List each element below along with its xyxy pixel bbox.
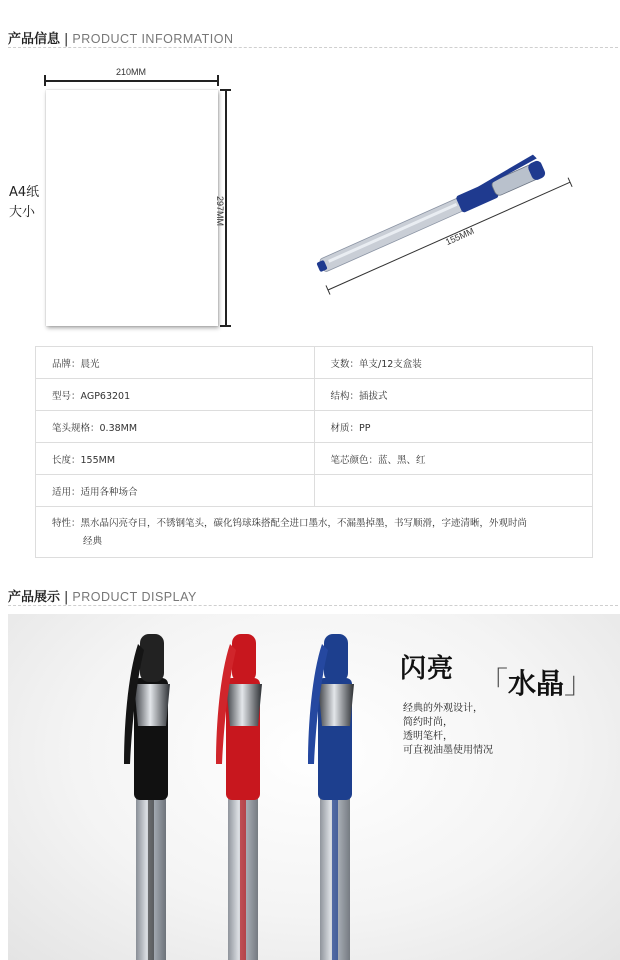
paper-height-dimension xyxy=(225,90,227,326)
dim-tick xyxy=(220,325,231,327)
desc-line: 透明笔杆， xyxy=(403,731,453,742)
product-info-heading xyxy=(8,28,234,48)
pen-length-illustration xyxy=(300,150,580,300)
desc-line: 可直视油墨使用情况 xyxy=(403,745,493,756)
spec-cell: 笔头规格：0.38MM xyxy=(52,422,138,434)
heading-en: PRODUCT INFORMATION xyxy=(72,32,234,46)
spec-cell: 型号：AGP63201 xyxy=(52,390,131,402)
a4-label-line1: A4纸 xyxy=(9,185,40,200)
paper-width-dimension xyxy=(45,80,218,82)
pen-blue xyxy=(308,634,354,960)
spec-cell: 品牌：晨光 xyxy=(52,358,100,370)
pen-cap xyxy=(232,634,256,682)
product-display-heading xyxy=(8,586,197,606)
table-row xyxy=(36,379,592,411)
pen-cone xyxy=(226,684,262,726)
bracket-close: 」 xyxy=(564,666,595,701)
a4-size-label xyxy=(9,183,39,223)
heading-zh: 产品信息 xyxy=(8,32,61,47)
headline-crystal xyxy=(478,658,594,702)
pen-cone xyxy=(134,684,170,726)
table-row-feature xyxy=(36,507,592,557)
pen-red xyxy=(216,634,262,960)
table-row xyxy=(36,347,592,379)
dim-tick xyxy=(44,75,46,86)
feature-line-2: 经典 xyxy=(83,536,103,547)
dim-tick xyxy=(217,75,219,86)
heading-en: PRODUCT DISPLAY xyxy=(72,590,197,604)
heading-divider xyxy=(8,605,618,606)
desc-line: 经典的外观设计， xyxy=(403,703,483,714)
spec-cell: 材质：PP xyxy=(314,411,593,442)
spec-cell: 结构：插拔式 xyxy=(314,379,593,410)
headline-crystal-text: 水晶 xyxy=(508,667,565,700)
a4-label-line2: 大小 xyxy=(9,205,36,220)
dim-tick xyxy=(220,89,231,91)
pen-length-label: 155MM xyxy=(444,225,476,248)
heading-divider xyxy=(8,47,618,48)
dim-tick xyxy=(326,285,330,294)
paper-width-label: 210MM xyxy=(116,67,147,77)
pen-barrel-highlight xyxy=(328,203,457,263)
dim-tick xyxy=(568,178,572,187)
spec-cell: 适用：适用各种场合 xyxy=(52,486,138,498)
spec-table xyxy=(35,346,593,558)
table-row xyxy=(36,443,592,475)
pen-cap xyxy=(324,634,348,682)
heading-separator: | xyxy=(64,590,69,605)
a4-paper xyxy=(46,90,218,326)
heading-separator: | xyxy=(64,32,69,47)
bracket-open: 「 xyxy=(478,666,508,701)
headline-shiny: 闪亮 xyxy=(400,654,455,684)
spec-cell: 支数：单支/12支盒装 xyxy=(314,347,593,378)
display-description xyxy=(403,702,493,758)
feature-line-1: 特性：黑水晶闪亮夺目，不锈钢笔头，碳化钨球珠搭配全进口墨水，不漏墨掉墨，书写顺滑，字迹清晰，外观时尚 xyxy=(52,518,528,529)
pen-black xyxy=(124,634,170,960)
paper-height-label: 297MM xyxy=(215,196,225,227)
pen-cap xyxy=(140,634,164,682)
table-row xyxy=(36,475,592,507)
pen-cone xyxy=(318,684,354,726)
heading-zh: 产品展示 xyxy=(8,590,61,605)
feature-text xyxy=(36,507,543,557)
spec-cell: 长度：155MM xyxy=(52,454,116,466)
spec-cell xyxy=(314,475,593,506)
table-row xyxy=(36,411,592,443)
spec-cell: 笔芯颜色：蓝、黑、红 xyxy=(314,443,593,474)
desc-line: 简约时尚， xyxy=(403,717,453,728)
